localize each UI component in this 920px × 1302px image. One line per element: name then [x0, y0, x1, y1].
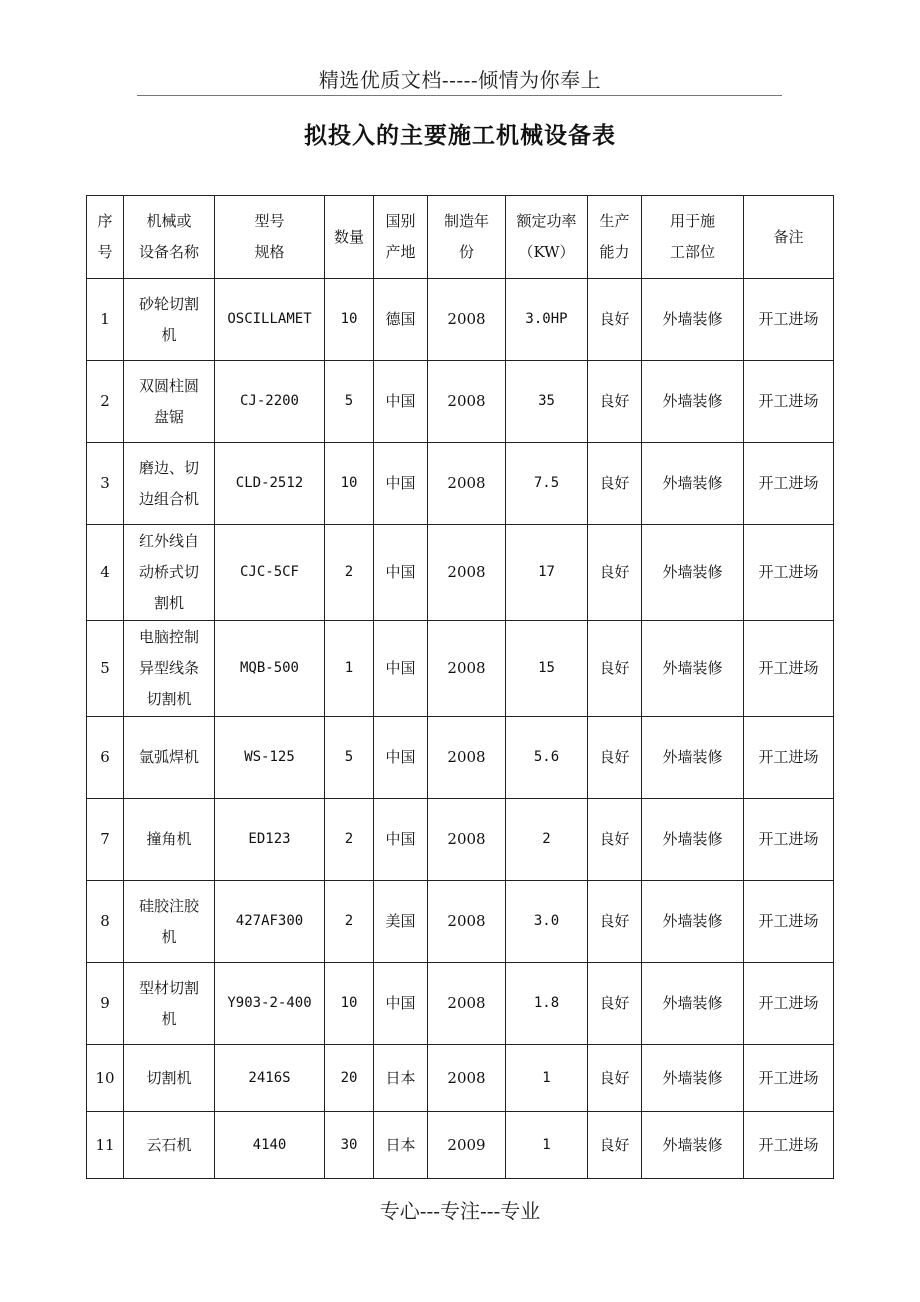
cell-capacity: 良好 — [588, 717, 642, 799]
cell-year: 2008 — [428, 279, 506, 361]
cell-name: 氩弧焊机 — [124, 717, 215, 799]
cell-no: 5 — [87, 621, 124, 717]
cell-power: 15 — [506, 621, 588, 717]
cell-usage: 外墙装修 — [642, 963, 744, 1045]
cell-capacity: 良好 — [588, 1045, 642, 1112]
cell-no: 7 — [87, 799, 124, 881]
cell-model: CJC-5CF — [215, 525, 325, 621]
cell-name: 砂轮切割 机 — [124, 279, 215, 361]
cell-no: 3 — [87, 443, 124, 525]
cell-usage: 外墙装修 — [642, 1045, 744, 1112]
cell-capacity: 良好 — [588, 525, 642, 621]
page-title: 拟投入的主要施工机械设备表 — [304, 122, 616, 149]
cell-capacity: 良好 — [588, 443, 642, 525]
page-footer: 专心---专注---专业 — [379, 1199, 541, 1223]
table-row — [87, 881, 834, 963]
cell-usage: 外墙装修 — [642, 525, 744, 621]
cell-no: 8 — [87, 881, 124, 963]
cell-remark: 开工进场 — [744, 1112, 834, 1179]
col-header-model: 型号 规格 — [215, 196, 325, 279]
table-row — [87, 361, 834, 443]
cell-power: 1.8 — [506, 963, 588, 1045]
cell-year: 2009 — [428, 1112, 506, 1179]
cell-origin: 中国 — [374, 963, 428, 1045]
cell-remark: 开工进场 — [744, 1045, 834, 1112]
cell-origin: 中国 — [374, 361, 428, 443]
cell-capacity: 良好 — [588, 621, 642, 717]
cell-name: 撞角机 — [124, 799, 215, 881]
cell-year: 2008 — [428, 881, 506, 963]
cell-qty: 2 — [325, 881, 374, 963]
cell-no: 9 — [87, 963, 124, 1045]
cell-usage: 外墙装修 — [642, 279, 744, 361]
table-body — [87, 279, 834, 1179]
cell-power: 7.5 — [506, 443, 588, 525]
cell-model: 4140 — [215, 1112, 325, 1179]
cell-usage: 外墙装修 — [642, 1112, 744, 1179]
cell-usage: 外墙装修 — [642, 717, 744, 799]
cell-qty: 2 — [325, 525, 374, 621]
cell-power: 3.0 — [506, 881, 588, 963]
table-row — [87, 443, 834, 525]
cell-capacity: 良好 — [588, 1112, 642, 1179]
cell-name: 双圆柱圆 盘锯 — [124, 361, 215, 443]
cell-remark: 开工进场 — [744, 443, 834, 525]
table-row — [87, 1045, 834, 1112]
cell-qty: 20 — [325, 1045, 374, 1112]
cell-remark: 开工进场 — [744, 963, 834, 1045]
col-header-name: 机械或 设备名称 — [124, 196, 215, 279]
cell-origin: 日本 — [374, 1045, 428, 1112]
cell-power: 3.0HP — [506, 279, 588, 361]
cell-remark: 开工进场 — [744, 361, 834, 443]
equipment-table — [86, 195, 834, 1179]
table-row — [87, 799, 834, 881]
cell-power: 1 — [506, 1112, 588, 1179]
cell-no: 6 — [87, 717, 124, 799]
cell-capacity: 良好 — [588, 963, 642, 1045]
cell-capacity: 良好 — [588, 799, 642, 881]
cell-qty: 10 — [325, 963, 374, 1045]
cell-qty: 10 — [325, 279, 374, 361]
cell-no: 2 — [87, 361, 124, 443]
cell-capacity: 良好 — [588, 279, 642, 361]
col-header-capacity: 生产 能力 — [588, 196, 642, 279]
cell-qty: 5 — [325, 361, 374, 443]
table-row — [87, 963, 834, 1045]
table-header-row — [87, 196, 834, 279]
col-header-origin: 国别 产地 — [374, 196, 428, 279]
cell-qty: 2 — [325, 799, 374, 881]
table-row — [87, 525, 834, 621]
cell-usage: 外墙装修 — [642, 621, 744, 717]
cell-remark: 开工进场 — [744, 799, 834, 881]
table-row — [87, 621, 834, 717]
cell-year: 2008 — [428, 621, 506, 717]
cell-year: 2008 — [428, 361, 506, 443]
cell-no: 4 — [87, 525, 124, 621]
cell-name: 云石机 — [124, 1112, 215, 1179]
cell-remark: 开工进场 — [744, 717, 834, 799]
table-row — [87, 279, 834, 361]
cell-origin: 中国 — [374, 525, 428, 621]
cell-name: 磨边、切 边组合机 — [124, 443, 215, 525]
cell-origin: 中国 — [374, 799, 428, 881]
cell-model: MQB-500 — [215, 621, 325, 717]
col-header-remark: 备注 — [744, 196, 834, 279]
cell-origin: 中国 — [374, 621, 428, 717]
cell-origin: 中国 — [374, 443, 428, 525]
cell-qty: 10 — [325, 443, 374, 525]
cell-usage: 外墙装修 — [642, 881, 744, 963]
table-row — [87, 1112, 834, 1179]
cell-year: 2008 — [428, 963, 506, 1045]
cell-power: 2 — [506, 799, 588, 881]
cell-remark: 开工进场 — [744, 621, 834, 717]
cell-power: 35 — [506, 361, 588, 443]
cell-no: 1 — [87, 279, 124, 361]
cell-year: 2008 — [428, 525, 506, 621]
cell-name: 切割机 — [124, 1045, 215, 1112]
cell-qty: 1 — [325, 621, 374, 717]
cell-remark: 开工进场 — [744, 279, 834, 361]
cell-model: CJ-2200 — [215, 361, 325, 443]
cell-model: 2416S — [215, 1045, 325, 1112]
col-header-no: 序 号 — [87, 196, 124, 279]
cell-origin: 美国 — [374, 881, 428, 963]
col-header-year: 制造年 份 — [428, 196, 506, 279]
cell-origin: 德国 — [374, 279, 428, 361]
cell-model: OSCILLAMET — [215, 279, 325, 361]
cell-no: 11 — [87, 1112, 124, 1179]
cell-no: 10 — [87, 1045, 124, 1112]
cell-model: WS-125 — [215, 717, 325, 799]
cell-model: ED123 — [215, 799, 325, 881]
cell-name: 电脑控制 异型线条 切割机 — [124, 621, 215, 717]
cell-remark: 开工进场 — [744, 525, 834, 621]
cell-qty: 5 — [325, 717, 374, 799]
page-header: 精选优质文档-----倾情为你奉上 — [318, 68, 602, 92]
cell-model: CLD-2512 — [215, 443, 325, 525]
col-header-usage: 用于施 工部位 — [642, 196, 744, 279]
cell-usage: 外墙装修 — [642, 361, 744, 443]
cell-name: 硅胶注胶 机 — [124, 881, 215, 963]
cell-year: 2008 — [428, 717, 506, 799]
cell-model: Y903-2-400 — [215, 963, 325, 1045]
cell-name: 红外线自 动桥式切 割机 — [124, 525, 215, 621]
cell-origin: 中国 — [374, 717, 428, 799]
cell-year: 2008 — [428, 799, 506, 881]
cell-remark: 开工进场 — [744, 881, 834, 963]
col-header-qty: 数量 — [325, 196, 374, 279]
cell-origin: 日本 — [374, 1112, 428, 1179]
cell-qty: 30 — [325, 1112, 374, 1179]
cell-usage: 外墙装修 — [642, 799, 744, 881]
cell-year: 2008 — [428, 443, 506, 525]
cell-name: 型材切割 机 — [124, 963, 215, 1045]
cell-model: 427AF300 — [215, 881, 325, 963]
cell-capacity: 良好 — [588, 361, 642, 443]
header-divider — [137, 95, 782, 96]
cell-power: 1 — [506, 1045, 588, 1112]
cell-capacity: 良好 — [588, 881, 642, 963]
table-row — [87, 717, 834, 799]
col-header-power: 额定功率 （KW） — [506, 196, 588, 279]
cell-power: 5.6 — [506, 717, 588, 799]
cell-power: 17 — [506, 525, 588, 621]
cell-year: 2008 — [428, 1045, 506, 1112]
cell-usage: 外墙装修 — [642, 443, 744, 525]
